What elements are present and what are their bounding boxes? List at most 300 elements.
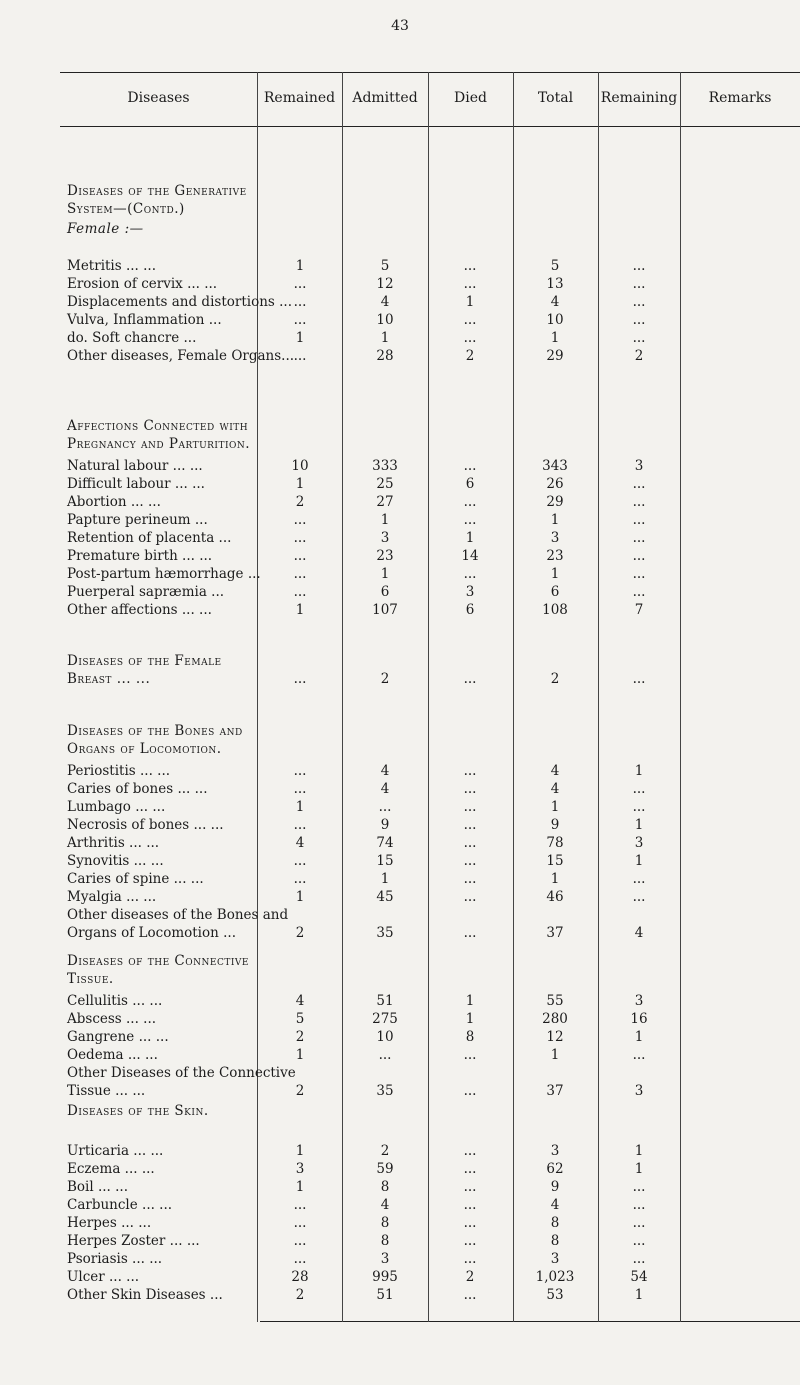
- header-bottom-rule: [60, 126, 800, 127]
- cell-remained: ...: [293, 871, 307, 887]
- row-label: Periostitis ... ...: [67, 763, 171, 779]
- cell-total: 9: [550, 817, 560, 833]
- cell-died: 8: [465, 1029, 475, 1045]
- row-label: Vulva, Inflammation ...: [67, 312, 222, 328]
- cell-admitted: 4: [380, 1197, 390, 1213]
- cell-died: ...: [463, 835, 477, 851]
- cell-remaining: 3: [634, 1083, 644, 1099]
- cell-admitted: ...: [378, 1047, 392, 1063]
- cell-died: 2: [465, 1269, 475, 1285]
- cell-remained: ...: [293, 1233, 307, 1249]
- cell-remained: 2: [295, 1083, 305, 1099]
- cell-remained: 2: [295, 1029, 305, 1045]
- cell-remained: 4: [295, 993, 305, 1009]
- table-row: [60, 547, 800, 565]
- cell-remained: ...: [293, 348, 307, 364]
- section-title: Tissue.: [67, 971, 114, 987]
- cell-died: ...: [463, 258, 477, 274]
- cell-remaining: 1: [634, 1143, 644, 1159]
- section-title: Diseases of the Skin.: [67, 1103, 209, 1119]
- cell-admitted: 27: [376, 494, 394, 510]
- section-title: Diseases of the Generative: [67, 183, 247, 199]
- cell-remaining: ...: [632, 258, 646, 274]
- cell-admitted: 15: [376, 853, 394, 869]
- cell-remained: 5: [295, 1011, 305, 1027]
- cell-admitted: 12: [376, 276, 394, 292]
- row-label: Difficult labour ... ...: [67, 476, 205, 492]
- table-row: [60, 601, 800, 619]
- cell-admitted: 8: [380, 1179, 390, 1195]
- cell-total: 62: [546, 1161, 564, 1177]
- row-label: Papture perineum ...: [67, 512, 208, 528]
- cell-remained: 3: [295, 1161, 305, 1177]
- table-row: [60, 583, 800, 601]
- cell-remained: ...: [293, 1197, 307, 1213]
- cell-remaining: ...: [632, 1233, 646, 1249]
- cell-died: 1: [465, 530, 475, 546]
- cell-died: ...: [463, 1143, 477, 1159]
- cell-admitted: 51: [376, 993, 394, 1009]
- row-label: Boil ... ...: [67, 1179, 129, 1195]
- cell-remained: ...: [293, 781, 307, 797]
- table-row: [60, 924, 800, 942]
- cell-died: ...: [463, 1287, 477, 1303]
- row-label: Abscess ... ...: [67, 1011, 157, 1027]
- cell-remaining: ...: [632, 1047, 646, 1063]
- cell-admitted: 74: [376, 835, 394, 851]
- cell-admitted: 59: [376, 1161, 394, 1177]
- cell-died: ...: [463, 817, 477, 833]
- cell-total: 26: [546, 476, 564, 492]
- cell-admitted: 4: [380, 763, 390, 779]
- cell-admitted: 45: [376, 889, 394, 905]
- row-label: Metritis ... ...: [67, 258, 157, 274]
- cell-total: 29: [546, 348, 564, 364]
- cell-admitted: 333: [372, 458, 398, 474]
- cell-total: 343: [542, 458, 568, 474]
- row-label: Abortion ... ...: [67, 494, 161, 510]
- cell-remained: 1: [295, 476, 305, 492]
- row-label: Eczema ... ...: [67, 1161, 155, 1177]
- cell-admitted: 995: [372, 1269, 398, 1285]
- cell-remained: ...: [293, 817, 307, 833]
- cell-remained: ...: [293, 584, 307, 600]
- cell-remaining: ...: [632, 871, 646, 887]
- section-title: Pregnancy and Parturition.: [67, 436, 251, 452]
- cell-remaining: ...: [632, 799, 646, 815]
- cell-died: ...: [463, 1083, 477, 1099]
- cell-admitted: 5: [380, 258, 390, 274]
- column-header-remained: Remained: [263, 90, 336, 106]
- cell-remained: 2: [295, 1287, 305, 1303]
- cell-died: ...: [463, 763, 477, 779]
- cell-total: 5: [550, 258, 560, 274]
- cell-remaining: ...: [632, 1215, 646, 1231]
- cell-total: 3: [550, 1143, 560, 1159]
- cell-died: ...: [463, 1179, 477, 1195]
- cell-total: 12: [546, 1029, 564, 1045]
- row-label: Other diseases, Female Organs...: [67, 348, 295, 364]
- cell-admitted: 1: [380, 566, 390, 582]
- row-label: Other Diseases of the Connective: [67, 1065, 296, 1081]
- cell-died: 6: [465, 602, 475, 618]
- cell-total: 1: [550, 512, 560, 528]
- table-row: [60, 852, 800, 870]
- row-label: Puerperal sapræmia ...: [67, 584, 225, 600]
- cell-total: 4: [550, 1197, 560, 1213]
- table-row: [60, 1010, 800, 1028]
- cell-admitted: 51: [376, 1287, 394, 1303]
- column-header-diseases: Diseases: [127, 90, 190, 106]
- cell-died: ...: [463, 1215, 477, 1231]
- row-label: Post-partum hæmorrhage ...: [67, 566, 261, 582]
- table-row: [60, 992, 800, 1010]
- cell-died: ...: [463, 566, 477, 582]
- table-bottom-rule: [260, 1321, 800, 1322]
- cell-died: ...: [463, 312, 477, 328]
- column-header-remarks: Remarks: [708, 90, 772, 106]
- cell-remaining: 1: [634, 817, 644, 833]
- cell-remaining: ...: [632, 294, 646, 310]
- cell-remained: 2: [295, 925, 305, 941]
- cell-remaining: ...: [632, 889, 646, 905]
- table-row: [60, 888, 800, 906]
- cell-died: 1: [465, 294, 475, 310]
- table-row: [60, 1250, 800, 1268]
- row-label: Herpes Zoster ... ...: [67, 1233, 200, 1249]
- table-row: [60, 1064, 800, 1082]
- row-label: Arthritis ... ...: [67, 835, 160, 851]
- section-title: System—(Contd.): [67, 201, 185, 217]
- cell-remaining: ...: [632, 276, 646, 292]
- cell-admitted: 2: [380, 671, 390, 687]
- column-header-total: Total: [537, 90, 574, 106]
- table-row: [60, 511, 800, 529]
- cell-remaining: 3: [634, 993, 644, 1009]
- cell-remained: ...: [293, 512, 307, 528]
- cell-total: 8: [550, 1233, 560, 1249]
- cell-remaining: ...: [632, 548, 646, 564]
- cell-total: 8: [550, 1215, 560, 1231]
- cell-died: ...: [463, 671, 477, 687]
- cell-died: ...: [463, 1047, 477, 1063]
- cell-total: 2: [550, 671, 560, 687]
- cell-total: 4: [550, 763, 560, 779]
- cell-died: 14: [461, 548, 479, 564]
- cell-died: ...: [463, 781, 477, 797]
- cell-total: 53: [546, 1287, 564, 1303]
- cell-remaining: 1: [634, 853, 644, 869]
- row-label: Myalgia ... ...: [67, 889, 157, 905]
- table-row: [60, 1160, 800, 1178]
- page-number: 43: [391, 18, 409, 34]
- cell-died: ...: [463, 889, 477, 905]
- cell-admitted: 10: [376, 312, 394, 328]
- cell-remained: 1: [295, 330, 305, 346]
- cell-remained: ...: [293, 1251, 307, 1267]
- row-label: Breast ... ...: [67, 671, 151, 687]
- cell-remained: 1: [295, 1047, 305, 1063]
- cell-remaining: 2: [634, 348, 644, 364]
- table-row: [60, 1268, 800, 1286]
- cell-remaining: 3: [634, 835, 644, 851]
- cell-total: 23: [546, 548, 564, 564]
- cell-died: 3: [465, 584, 475, 600]
- cell-total: 3: [550, 1251, 560, 1267]
- cell-died: ...: [463, 512, 477, 528]
- cell-died: ...: [463, 925, 477, 941]
- cell-died: ...: [463, 1251, 477, 1267]
- row-label: Lumbago ... ...: [67, 799, 166, 815]
- table-row: [60, 780, 800, 798]
- row-label: Retention of placenta ...: [67, 530, 232, 546]
- cell-total: 108: [542, 602, 568, 618]
- section-title: Organs of Locomotion.: [67, 741, 222, 757]
- row-label: Gangrene ... ...: [67, 1029, 169, 1045]
- cell-died: ...: [463, 871, 477, 887]
- cell-total: 1: [550, 566, 560, 582]
- table-row: [60, 670, 800, 688]
- header-top-rule: [60, 72, 800, 73]
- cell-remained: ...: [293, 1215, 307, 1231]
- table-row: [60, 870, 800, 888]
- cell-total: 37: [546, 925, 564, 941]
- cell-remained: 1: [295, 1179, 305, 1195]
- row-label: Caries of bones ... ...: [67, 781, 208, 797]
- cell-admitted: 1: [380, 871, 390, 887]
- table-row: [60, 275, 800, 293]
- table-row: [60, 1178, 800, 1196]
- cell-died: 1: [465, 1011, 475, 1027]
- row-label: Necrosis of bones ... ...: [67, 817, 224, 833]
- row-label: do. Soft chancre ...: [67, 330, 197, 346]
- row-label: Displacements and distortions ...: [67, 294, 292, 310]
- cell-remained: ...: [293, 671, 307, 687]
- table-row: [60, 816, 800, 834]
- table-row: [60, 457, 800, 475]
- row-label: Other affections ... ...: [67, 602, 212, 618]
- section-title: Diseases of the Female: [67, 653, 222, 669]
- table-row: [60, 798, 800, 816]
- cell-admitted: 1: [380, 330, 390, 346]
- cell-remained: ...: [293, 276, 307, 292]
- cell-admitted: 10: [376, 1029, 394, 1045]
- section-subtitle: Female :—: [67, 221, 144, 237]
- section-title: Diseases of the Bones and: [67, 723, 243, 739]
- cell-remaining: 7: [634, 602, 644, 618]
- cell-admitted: ...: [378, 799, 392, 815]
- table-row: [60, 1142, 800, 1160]
- cell-died: ...: [463, 458, 477, 474]
- cell-total: 3: [550, 530, 560, 546]
- disease-statistics-table: [60, 72, 800, 1327]
- cell-remaining: ...: [632, 1197, 646, 1213]
- cell-remained: 1: [295, 258, 305, 274]
- cell-remaining: 4: [634, 925, 644, 941]
- row-label: Ulcer ... ...: [67, 1269, 140, 1285]
- cell-remaining: ...: [632, 330, 646, 346]
- cell-remaining: ...: [632, 1251, 646, 1267]
- cell-total: 37: [546, 1083, 564, 1099]
- cell-remained: 4: [295, 835, 305, 851]
- cell-total: 29: [546, 494, 564, 510]
- cell-died: 2: [465, 348, 475, 364]
- cell-admitted: 2: [380, 1143, 390, 1159]
- table-row: [60, 293, 800, 311]
- cell-died: ...: [463, 276, 477, 292]
- cell-admitted: 8: [380, 1215, 390, 1231]
- cell-total: 1: [550, 799, 560, 815]
- table-row: [60, 493, 800, 511]
- table-row: [60, 834, 800, 852]
- cell-admitted: 1: [380, 512, 390, 528]
- cell-remaining: ...: [632, 476, 646, 492]
- row-label: Erosion of cervix ... ...: [67, 276, 218, 292]
- cell-remained: 28: [291, 1269, 309, 1285]
- table-row: [60, 257, 800, 275]
- table-row: [60, 329, 800, 347]
- cell-remained: ...: [293, 763, 307, 779]
- table-row: [60, 529, 800, 547]
- cell-died: ...: [463, 494, 477, 510]
- cell-total: 4: [550, 781, 560, 797]
- table-row: [60, 1196, 800, 1214]
- row-label: Natural labour ... ...: [67, 458, 203, 474]
- row-label: Organs of Locomotion ...: [67, 925, 236, 941]
- table-row: [60, 906, 800, 924]
- cell-remaining: ...: [632, 312, 646, 328]
- row-label: Psoriasis ... ...: [67, 1251, 163, 1267]
- cell-total: 1: [550, 871, 560, 887]
- cell-admitted: 28: [376, 348, 394, 364]
- table-row: [60, 1214, 800, 1232]
- row-label: Other diseases of the Bones and: [67, 907, 289, 923]
- table-row: [60, 1028, 800, 1046]
- cell-died: ...: [463, 1161, 477, 1177]
- cell-remaining: ...: [632, 530, 646, 546]
- cell-remained: 1: [295, 799, 305, 815]
- table-row: [60, 475, 800, 493]
- cell-total: 1: [550, 1047, 560, 1063]
- row-label: Herpes ... ...: [67, 1215, 152, 1231]
- cell-remaining: 16: [630, 1011, 648, 1027]
- cell-total: 280: [542, 1011, 568, 1027]
- table-row: [60, 565, 800, 583]
- cell-remained: ...: [293, 530, 307, 546]
- column-header-remaining: Remaining: [600, 90, 678, 106]
- cell-remaining: 1: [634, 763, 644, 779]
- cell-remained: ...: [293, 294, 307, 310]
- cell-admitted: 9: [380, 817, 390, 833]
- cell-remaining: ...: [632, 1179, 646, 1195]
- column-header-died: Died: [454, 90, 487, 106]
- row-label: Premature birth ... ...: [67, 548, 213, 564]
- cell-admitted: 275: [372, 1011, 398, 1027]
- column-header-admitted: Admitted: [352, 90, 418, 106]
- cell-died: ...: [463, 799, 477, 815]
- cell-remaining: ...: [632, 671, 646, 687]
- row-label: Urticaria ... ...: [67, 1143, 164, 1159]
- row-label: Carbuncle ... ...: [67, 1197, 173, 1213]
- table-row: [60, 1286, 800, 1304]
- cell-total: 9: [550, 1179, 560, 1195]
- cell-died: 6: [465, 476, 475, 492]
- cell-total: 15: [546, 853, 564, 869]
- cell-remaining: 1: [634, 1287, 644, 1303]
- cell-total: 1,023: [535, 1269, 575, 1285]
- cell-total: 10: [546, 312, 564, 328]
- section-title: Diseases of the Connective: [67, 953, 249, 969]
- cell-admitted: 4: [380, 294, 390, 310]
- cell-remaining: 1: [634, 1161, 644, 1177]
- cell-total: 1: [550, 330, 560, 346]
- cell-remained: ...: [293, 853, 307, 869]
- cell-admitted: 6: [380, 584, 390, 600]
- cell-remained: ...: [293, 548, 307, 564]
- cell-remaining: ...: [632, 781, 646, 797]
- cell-total: 55: [546, 993, 564, 1009]
- cell-died: ...: [463, 1197, 477, 1213]
- cell-remained: ...: [293, 312, 307, 328]
- table-row: [60, 1046, 800, 1064]
- cell-total: 46: [546, 889, 564, 905]
- cell-total: 4: [550, 294, 560, 310]
- cell-remaining: 3: [634, 458, 644, 474]
- cell-admitted: 8: [380, 1233, 390, 1249]
- table-row: [60, 762, 800, 780]
- cell-admitted: 35: [376, 1083, 394, 1099]
- table-row: [60, 1082, 800, 1100]
- table-row: [60, 311, 800, 329]
- cell-died: ...: [463, 853, 477, 869]
- cell-remaining: ...: [632, 512, 646, 528]
- cell-total: 78: [546, 835, 564, 851]
- cell-remained: 10: [291, 458, 309, 474]
- cell-remained: 1: [295, 1143, 305, 1159]
- cell-admitted: 35: [376, 925, 394, 941]
- cell-remained: ...: [293, 566, 307, 582]
- cell-remained: 2: [295, 494, 305, 510]
- cell-admitted: 23: [376, 548, 394, 564]
- table-row: [60, 347, 800, 365]
- cell-remained: 1: [295, 602, 305, 618]
- cell-admitted: 107: [372, 602, 398, 618]
- cell-admitted: 3: [380, 1251, 390, 1267]
- cell-total: 13: [546, 276, 564, 292]
- cell-died: ...: [463, 1233, 477, 1249]
- row-label: Caries of spine ... ...: [67, 871, 204, 887]
- cell-admitted: 25: [376, 476, 394, 492]
- cell-remaining: ...: [632, 566, 646, 582]
- cell-remaining: 1: [634, 1029, 644, 1045]
- cell-died: 1: [465, 993, 475, 1009]
- row-label: Cellulitis ... ...: [67, 993, 163, 1009]
- cell-remained: 1: [295, 889, 305, 905]
- row-label: Other Skin Diseases ...: [67, 1287, 223, 1303]
- row-label: Synovitis ... ...: [67, 853, 164, 869]
- cell-admitted: 4: [380, 781, 390, 797]
- table-row: [60, 1232, 800, 1250]
- cell-remaining: ...: [632, 584, 646, 600]
- cell-admitted: 3: [380, 530, 390, 546]
- row-label: Tissue ... ...: [67, 1083, 146, 1099]
- cell-remaining: ...: [632, 494, 646, 510]
- cell-died: ...: [463, 330, 477, 346]
- cell-total: 6: [550, 584, 560, 600]
- row-label: Oedema ... ...: [67, 1047, 158, 1063]
- cell-remaining: 54: [630, 1269, 648, 1285]
- section-title: Affections Connected with: [67, 418, 249, 434]
